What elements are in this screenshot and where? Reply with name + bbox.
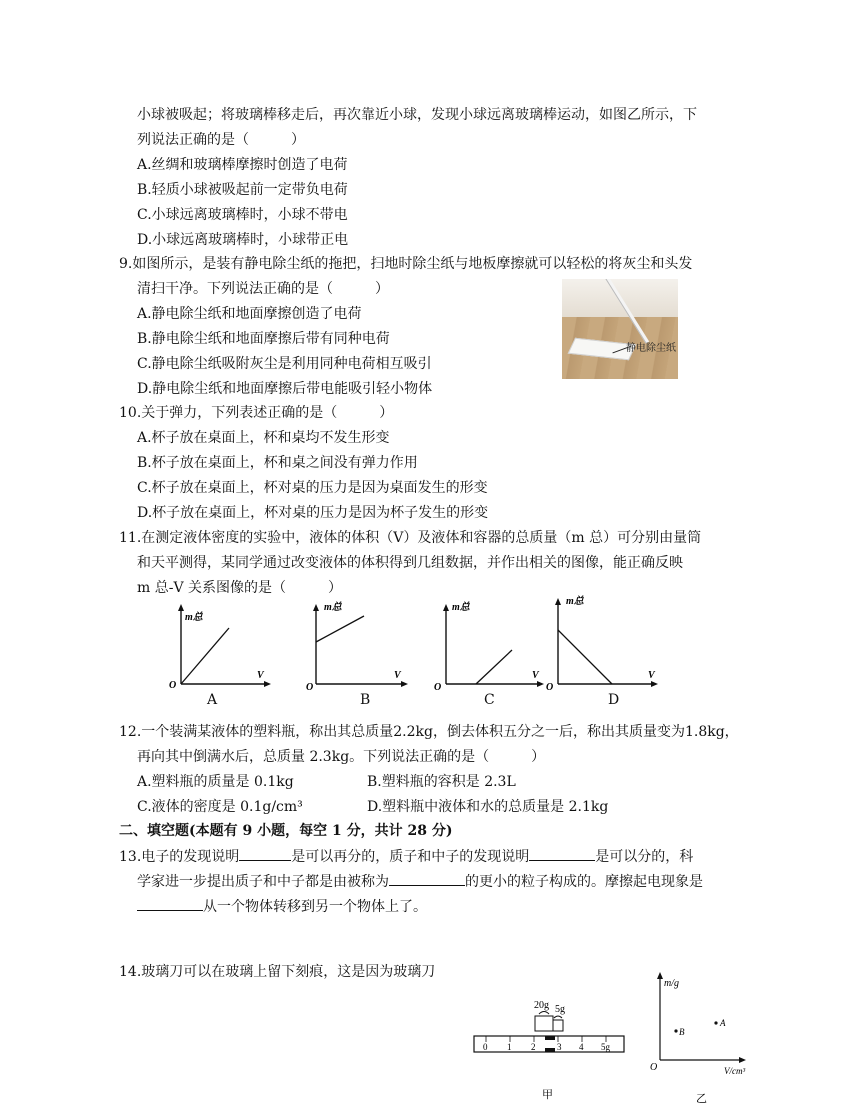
- q11-line3: m 总-V 关系图像的是（ ）: [137, 580, 343, 596]
- fig2-ylabel: m/g: [664, 978, 679, 989]
- fig2-origin: O: [650, 1062, 658, 1073]
- mv-figure: [646, 968, 758, 1106]
- graph-d-label: D: [608, 692, 620, 708]
- fig1-caption: 甲: [542, 1088, 553, 1101]
- graph-b-ylabel: m总: [324, 602, 342, 613]
- point-b-label: B: [679, 1027, 685, 1037]
- tick-1: 1: [507, 1042, 512, 1052]
- q12-line2: 再向其中倒满水后，总质量 2.3kg。下列说法正确的是（ ）: [137, 749, 546, 765]
- graph-b-origin: O: [306, 682, 314, 690]
- q12-line1: 12.一个装满某液体的塑料瓶，称出其总质量2.2kg，倒去体积五分之一后，称出其质量变为1.8kg，: [119, 724, 739, 740]
- q10-option-d: D.杯子放在桌面上，杯对桌的压力是因为杯子发生的形变: [137, 505, 489, 521]
- q13-blank3[interactable]: [389, 871, 465, 886]
- weight-5g-label: 5g: [555, 1004, 565, 1015]
- q13-blank2[interactable]: [529, 846, 595, 861]
- q13-line2: [137, 871, 703, 892]
- q10-option-c: C.杯子放在桌面上，杯对桌的压力是因为桌面发生的形变: [137, 480, 488, 496]
- fig2-caption: 乙: [696, 1092, 707, 1105]
- q8-line2: 列说法正确的是（ ）: [137, 132, 305, 148]
- graph-a: [165, 598, 275, 690]
- weight-20g-label: 20g: [534, 1000, 549, 1011]
- q8-option-d: D.小球远离玻璃棒时，小球带正电: [137, 232, 349, 248]
- q12-option-d: D.塑料瓶中液体和水的总质量是 2.1kg: [367, 799, 609, 815]
- q8-option-c: C.小球远离玻璃棒时，小球不带电: [137, 207, 348, 223]
- photo-label: 静电除尘纸: [626, 343, 676, 354]
- q13-part4: 学家进一步提出质子和中子都是由被称为: [137, 874, 389, 890]
- q9-option-a: A.静电除尘纸和地面摩擦创造了电荷: [137, 306, 362, 322]
- graph-a-ylabel: m总: [185, 612, 203, 623]
- q13-line1: [119, 846, 693, 867]
- q13-part3: 是可以分的，科: [595, 849, 694, 865]
- graph-a-xlabel: V: [257, 670, 264, 681]
- section-title: 二、填空题(本题有 9 小题，每空 1 分，共计 28 分): [119, 823, 453, 839]
- q8-option-b: B.轻质小球被吸起前一定带负电荷: [137, 182, 348, 198]
- graph-d-ylabel: m总: [566, 596, 584, 607]
- graph-c-label: C: [484, 692, 495, 708]
- q13-part6: 从一个物体转移到另一个物体上了。: [203, 899, 427, 915]
- q14-line1: 14.玻璃刀可以在玻璃上留下刻痕，这是因为玻璃刀: [119, 964, 436, 980]
- q13-part2: 是可以再分的，质子和中子的发现说明: [291, 849, 530, 865]
- graph-c-ylabel: m总: [452, 602, 470, 613]
- graph-c-xlabel: V: [532, 670, 539, 681]
- point-a-label: A: [720, 1018, 726, 1028]
- tick-0: 0: [483, 1042, 488, 1052]
- tick-4: 4: [579, 1042, 584, 1052]
- tick-5: 5g: [601, 1042, 610, 1052]
- q13-part1: 13.电子的发现说明: [119, 849, 240, 865]
- graph-c: [432, 598, 548, 690]
- tick-3: 3: [557, 1042, 562, 1052]
- fig2-xlabel: V/cm³: [724, 1066, 746, 1076]
- graph-a-label: A: [207, 692, 218, 708]
- q11-line2: 和天平测得，某同学通过改变液体的体积得到几组数据，并作出相关的图像，能正确反映: [137, 555, 683, 571]
- q9-option-b: B.静电除尘纸和地面摩擦后带有同种电荷: [137, 331, 390, 347]
- q13-blank1[interactable]: [239, 846, 291, 861]
- graph-c-origin: O: [434, 682, 442, 690]
- graph-b-xlabel: V: [394, 670, 401, 681]
- q10-line1: 10.关于弹力，下列表述正确的是（ ）: [119, 405, 394, 421]
- q9-option-c: C.静电除尘纸吸附灰尘是利用同种电荷相互吸引: [137, 356, 432, 372]
- q9-option-d: D.静电除尘纸和地面摩擦后带电能吸引轻小物体: [137, 381, 433, 397]
- graph-b: [300, 598, 412, 690]
- graph-d-origin: O: [546, 682, 554, 690]
- graph-d: [544, 594, 664, 690]
- q13-line3: [137, 896, 427, 917]
- q9-line2: 清扫干净。下列说法正确的是（ ）: [137, 281, 389, 297]
- q13-part5: 的更小的粒子构成的。摩擦起电现象是: [465, 874, 703, 890]
- balance-figure: [470, 990, 630, 1106]
- q11-line1: 11.在测定液体密度的实验中，液体的体积（V）及液体和容器的总质量（m 总）可分别由量筒: [119, 530, 702, 546]
- q8-option-a: A.丝绸和玻璃棒摩擦时创造了电荷: [137, 157, 348, 173]
- q13-blank4[interactable]: [137, 896, 203, 911]
- q10-option-a: A.杯子放在桌面上，杯和桌均不发生形变: [137, 430, 390, 446]
- graph-d-xlabel: V: [648, 670, 655, 681]
- q8-line1: 小球被吸起；将玻璃棒移走后，再次靠近小球，发现小球远离玻璃棒运动，如图乙所示，下: [137, 107, 697, 123]
- q9-line1: 9.如图所示，是装有静电除尘纸的拖把，扫地时除尘纸与地板摩擦就可以轻松的将灰尘和头发: [119, 256, 693, 272]
- tick-2: 2: [531, 1042, 536, 1052]
- mop-photo: [562, 279, 678, 379]
- graph-a-origin: O: [169, 680, 177, 690]
- q10-option-b: B.杯子放在桌面上，杯和桌之间没有弹力作用: [137, 455, 418, 471]
- q12-option-a: A.塑料瓶的质量是 0.1kg: [137, 774, 294, 790]
- q12-option-b: B.塑料瓶的容积是 2.3L: [367, 774, 516, 790]
- graph-b-label: B: [360, 692, 371, 708]
- q12-option-c: C.液体的密度是 0.1g/cm³: [137, 799, 303, 815]
